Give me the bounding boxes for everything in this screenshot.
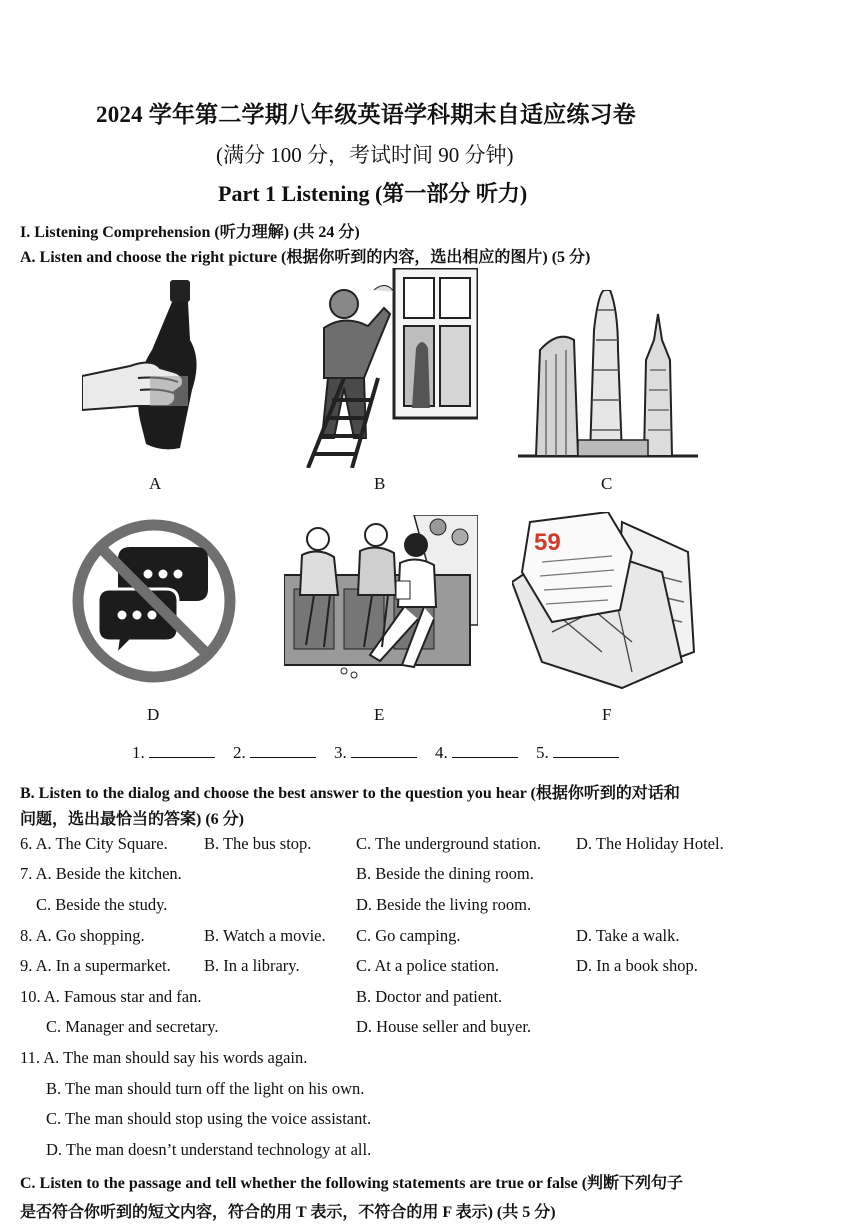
answer-blank-4[interactable]: 4. (435, 743, 518, 763)
q6-option-c: C. The underground station. (356, 834, 541, 853)
q6-option-a: 6. A. The City Square. (20, 834, 168, 853)
picture-label-d: D (147, 705, 160, 724)
q11-option-a: 11. A. The man should say his words again. (20, 1048, 308, 1067)
q10-option-b: B. Doctor and patient. (356, 987, 503, 1006)
section-b-heading-line2: 问题，选出最恰当的答案) (6 分) (20, 811, 244, 828)
paper-score: 59 (534, 529, 561, 556)
section-c-heading-line2: 是否符合你听到的短文内容，符合的用 T 表示，不符合的用 F 表示) (共 5 分) (20, 1204, 556, 1221)
q11-option-b: B. The man should turn off the light on his own. (46, 1079, 365, 1098)
picture-label-f: F (602, 705, 612, 724)
picture-label-b: B (374, 474, 386, 493)
wine-bottle-in-hand-icon (82, 280, 202, 452)
q9-option-b: B. In a library. (204, 956, 300, 975)
picture-label-e: E (374, 705, 385, 724)
q11-option-d: D. The man doesn’t understand technology at all. (46, 1140, 372, 1159)
q6-option-b: B. The bus stop. (204, 834, 312, 853)
answer-blanks-row (132, 743, 633, 763)
q9-option-d: D. In a book shop. (576, 956, 698, 975)
section-a-heading: A. Listen and choose the right picture (根据你听到的内容，选出相应的图片) (5 分) (20, 249, 591, 266)
q11-option-c: C. The man should stop using the voice assistant. (46, 1109, 372, 1128)
worker-on-ladder-cleaning-window-icon (294, 268, 478, 468)
page-title: 2024 学年第二学期八年级英语学科期末自适应练习卷 (96, 102, 636, 127)
q10-option-d: D. House seller and buyer. (356, 1017, 532, 1036)
answer-blank-5[interactable]: 5. (536, 743, 619, 763)
section-b-heading-line1: B. Listen to the dialog and choose the best answer to the question you hear (根据你听到的对话和 (20, 785, 680, 802)
answer-blank-1[interactable]: 1. (132, 743, 215, 763)
answer-blank-2[interactable]: 2. (233, 743, 316, 763)
part-heading: Part 1 Listening (第一部分 听力) (218, 181, 528, 206)
cinema-audience-icon (284, 515, 478, 680)
q6-option-d: D. The Holiday Hotel. (576, 834, 724, 853)
q8-option-a: 8. A. Go shopping. (20, 926, 145, 945)
q7-option-b: B. Beside the dining room. (356, 864, 534, 883)
picture-label-a: A (149, 474, 162, 493)
shanghai-skyscrapers-icon (518, 290, 698, 460)
page-subtitle: (满分 100 分，考试时间 90 分钟) (216, 143, 514, 167)
q9-option-c: C. At a police station. (356, 956, 499, 975)
section-c-heading-line1: C. Listen to the passage and tell whether the following statements are true or false (判断下列句子 (20, 1175, 684, 1192)
q10-option-c: C. Manager and secretary. (46, 1017, 219, 1036)
q8-option-b: B. Watch a movie. (204, 926, 326, 945)
q7-option-d: D. Beside the living room. (356, 895, 532, 914)
q7-option-c: C. Beside the study. (36, 895, 168, 914)
crumpled-test-papers-59-icon (512, 512, 702, 690)
no-talking-sign-icon (70, 517, 238, 685)
q10-option-a: 10. A. Famous star and fan. (20, 987, 202, 1006)
q8-option-c: C. Go camping. (356, 926, 461, 945)
q7-option-a: 7. A. Beside the kitchen. (20, 864, 182, 883)
q9-option-a: 9. A. In a supermarket. (20, 956, 171, 975)
section-i-heading: I. Listening Comprehension (听力理解) (共 24 分) (20, 224, 360, 241)
picture-label-c: C (601, 474, 613, 493)
q8-option-d: D. Take a walk. (576, 926, 680, 945)
answer-blank-3[interactable]: 3. (334, 743, 417, 763)
